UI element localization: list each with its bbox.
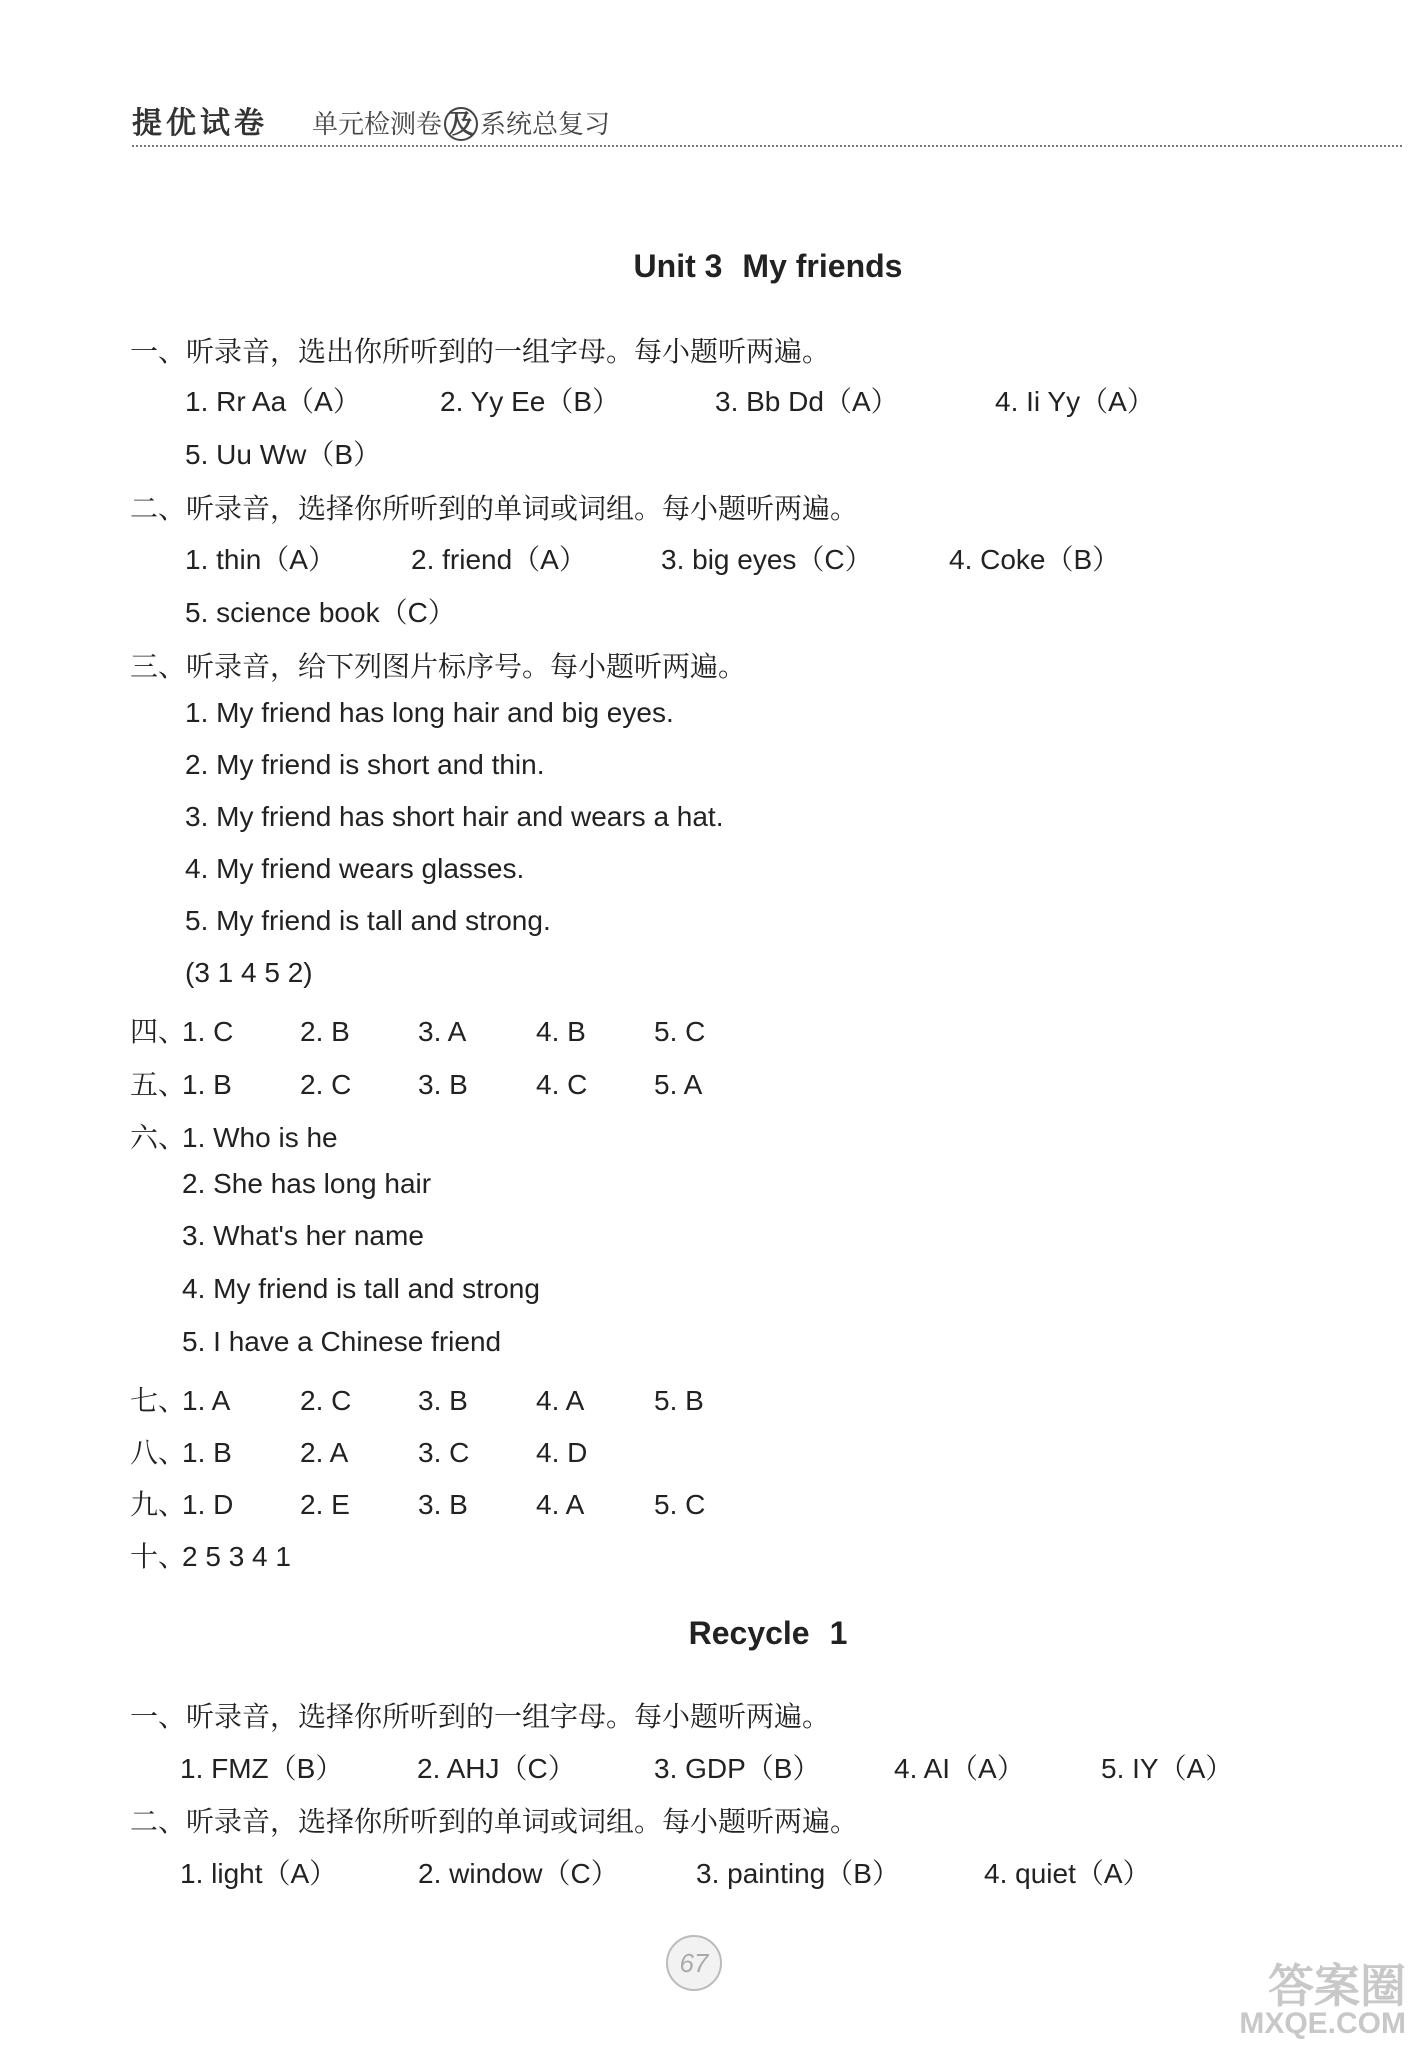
answer-item: 2. window（C）	[418, 1858, 619, 1889]
answer-item: 3. Bb Dd（A）	[715, 386, 899, 417]
header-subtitle	[312, 104, 610, 141]
answer-item: 3. B	[418, 1069, 468, 1100]
section-7	[130, 1379, 704, 1419]
answer-item: 4. quiet（A）	[984, 1858, 1151, 1889]
answer-item: 5. C	[654, 1016, 706, 1047]
answer-item: 1. FMZ（B）	[180, 1753, 344, 1784]
recycle-section-2-row	[180, 1852, 1151, 1892]
answer-item: 1. light（A）	[180, 1858, 338, 1889]
answer-item: 4. B	[536, 1016, 586, 1047]
answer-item: 2. friend（A）	[411, 544, 587, 575]
watermark	[1239, 1960, 1406, 2040]
section-2-title: 二、听录音，选择你所听到的单词或词组。每小题听两遍。	[130, 493, 859, 524]
section-1-title: 一、听录音，选出你所听到的一组字母。每小题听两遍。	[130, 336, 831, 367]
section-5	[130, 1063, 702, 1103]
answer-item: 1. B	[182, 1069, 232, 1100]
answer-item: 5. Uu Ww（B）	[185, 439, 382, 470]
section-6-first	[130, 1116, 338, 1156]
section-label: 四、	[130, 1016, 187, 1047]
answer-item: 3. C	[418, 1437, 470, 1468]
sentence-answer: 1. Who is he	[182, 1122, 338, 1153]
answer-item: 3. A	[418, 1016, 467, 1047]
recycle-section-1-title: 一、听录音，选择你所听到的一组字母。每小题听两遍。	[130, 1701, 831, 1732]
listening-sentence: 2. My friend is short and thin.	[185, 749, 545, 780]
answer-item: 1. Rr Aa（A）	[185, 386, 361, 417]
watermark-url: MXQE.COM	[1239, 2007, 1406, 2040]
section-label: 八、	[130, 1437, 187, 1468]
sentence-answer: 2. She has long hair	[182, 1168, 432, 1199]
answer-item: 3. B	[418, 1385, 468, 1416]
unit-name: My friends	[742, 248, 903, 284]
section-label: 十、	[130, 1541, 187, 1572]
answer-item: 4. A	[536, 1489, 585, 1520]
answer-item: 2. B	[300, 1016, 350, 1047]
section-9	[130, 1483, 705, 1523]
section-4	[130, 1010, 705, 1050]
answer-item: 5. science book（C）	[185, 597, 456, 628]
answer-item: 2. Yy Ee（B）	[440, 386, 621, 417]
answer-item: 4. Coke（B）	[949, 544, 1121, 575]
answer-item: 4. Ii Yy（A）	[995, 386, 1155, 417]
recycle-label: Recycle	[688, 1615, 810, 1651]
answer-item: 3. painting（B）	[696, 1858, 900, 1889]
unit-title	[0, 248, 1426, 285]
listening-sentence: 4. My friend wears glasses.	[185, 853, 525, 884]
recycle-title	[0, 1615, 1426, 1652]
answer-item: 2. C	[300, 1385, 352, 1416]
listening-sentence: 3. My friend has short hair and wears a hat.	[185, 801, 724, 832]
section-label: 五、	[130, 1069, 187, 1100]
section-3-title: 三、听录音，给下列图片标序号。每小题听两遍。	[130, 651, 747, 682]
section-label: 九、	[130, 1489, 187, 1520]
header-divider	[132, 145, 1402, 147]
subtitle-part-a: 单元检测卷	[312, 109, 443, 139]
answer-item: 2. AHJ（C）	[417, 1753, 576, 1784]
page-number: 67	[666, 1935, 722, 1991]
answer-item: 4. A	[536, 1385, 585, 1416]
answer-item: 5. A	[654, 1069, 703, 1100]
picture-order-answer: (3 1 4 5 2)	[185, 957, 313, 988]
sentence-answer: 3. What's her name	[182, 1220, 424, 1251]
unit-number: Unit 3	[633, 248, 723, 284]
recycle-number: 1	[829, 1615, 848, 1651]
answer-item: 1. D	[182, 1489, 234, 1520]
section-10	[130, 1535, 291, 1575]
subtitle-part-b: 系统总复习	[480, 109, 611, 139]
answer-item: 3. big eyes（C）	[661, 544, 873, 575]
answer-item: 3. B	[418, 1489, 468, 1520]
section-8	[130, 1431, 587, 1471]
answer-item: 1. B	[182, 1437, 232, 1468]
sentence-answer: 4. My friend is tall and strong	[182, 1273, 540, 1304]
sentence-answer: 5. I have a Chinese friend	[182, 1326, 502, 1357]
recycle-section-1-row	[180, 1747, 1233, 1787]
section-label: 六、	[130, 1122, 187, 1153]
answer-item: 5. IY（A）	[1101, 1753, 1234, 1784]
answer-item: 1. A	[182, 1385, 231, 1416]
answer-item: 2. C	[300, 1069, 352, 1100]
answer-item: 1. C	[182, 1016, 234, 1047]
watermark-main: 答案圈	[1268, 1960, 1406, 2012]
section-1-row-1	[185, 380, 1155, 420]
ordering-answer: 2 5 3 4 1	[182, 1541, 291, 1572]
answer-item: 2. E	[300, 1489, 350, 1520]
section-2-row-1	[185, 538, 1120, 578]
answer-item: 2. A	[300, 1437, 349, 1468]
answer-item: 5. B	[654, 1385, 704, 1416]
answer-item: 4. D	[536, 1437, 588, 1468]
answer-item: 5. C	[654, 1489, 706, 1520]
brand-title: 提优试卷	[132, 106, 268, 141]
answer-item: 1. thin（A）	[185, 544, 336, 575]
listening-sentence: 5. My friend is tall and strong.	[185, 905, 551, 936]
section-label: 七、	[130, 1385, 187, 1416]
listening-sentence: 1. My friend has long hair and big eyes.	[185, 697, 674, 728]
answer-item: 4. AI（A）	[894, 1753, 1025, 1784]
answer-item: 3. GDP（B）	[654, 1753, 821, 1784]
ji-circle-badge: 及	[444, 107, 478, 141]
recycle-section-2-title: 二、听录音，选择你所听到的单词或词组。每小题听两遍。	[130, 1806, 859, 1837]
answer-item: 4. C	[536, 1069, 588, 1100]
